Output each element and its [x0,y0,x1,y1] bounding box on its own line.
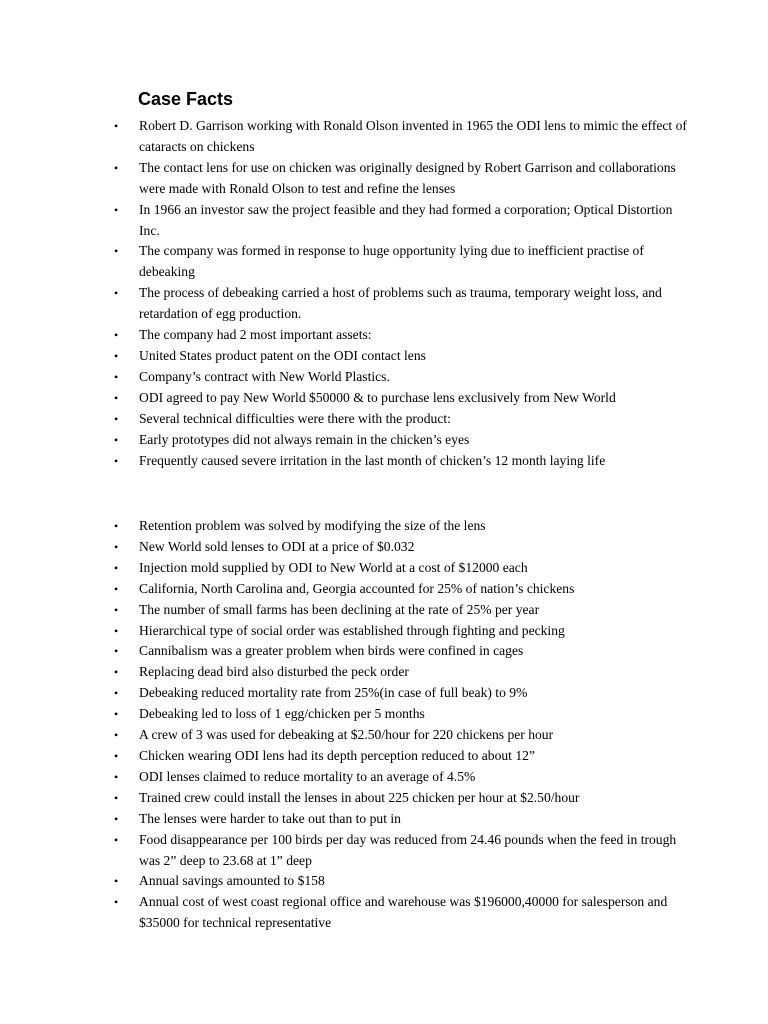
bullet-icon: • [114,328,119,343]
list-item-text: In 1966 an investor saw the project feasible and they had formed a corporation; Optical Distortion Inc. [139,201,673,238]
bullet-icon: • [114,390,119,405]
bullet-icon: • [114,202,119,217]
list-item-text: The company was formed in response to huge opportunity lying due to inefficient practise of debeaking [139,243,644,280]
list-item-text: Frequently caused severe irritation in the last month of chicken’s 12 month laying life [139,452,606,468]
list-item-text: United States product patent on the ODI contact lens [139,347,426,363]
list-item-text: California, North Carolina and, Georgia accounted for 25% of nation’s chickens [139,580,575,596]
list-item [0,767,768,788]
bullet-icon: • [114,539,119,554]
list-item [0,788,768,809]
bullet-icon: • [114,160,119,175]
list-item [0,116,768,158]
bullet-icon: • [114,432,119,447]
list-item-text: Cannibalism was a greater problem when birds were confined in cages [139,643,524,659]
list-item [0,600,768,621]
bullet-icon: • [114,665,119,680]
list-item-text: Early prototypes did not always remain in the chicken’s eyes [139,431,470,447]
bullet-icon: • [114,623,119,638]
list-item [0,830,768,872]
list-item [0,283,768,325]
list-item [0,641,768,662]
bullet-icon: • [114,769,119,784]
list-item [0,662,768,683]
bullet-icon: • [114,832,119,847]
list-item-text: Annual cost of west coast regional office and warehouse was $196000,40000 for salesperson and $35000 for technical representative [139,894,668,931]
bullet-icon: • [114,453,119,468]
bullet-icon: • [114,644,119,659]
list-item-text: Company’s contract with New World Plastics. [139,368,390,384]
list-item [0,325,768,346]
bullet-icon: • [114,581,119,596]
list-item [0,516,768,537]
list-item-text: ODI lenses claimed to reduce mortality to an average of 4.5% [139,768,476,784]
bullet-icon: • [114,244,119,259]
list-item [0,871,768,892]
list-item-text: Hierarchical type of social order was established through fighting and pecking [139,622,565,638]
list-item-text: Several technical difficulties were there with the product: [139,410,451,426]
list-item [0,241,768,283]
list-item [0,621,768,642]
bullet-icon: • [114,369,119,384]
list-item-text: Annual savings amounted to $158 [139,873,325,889]
list-item [0,704,768,725]
bullet-icon: • [114,728,119,743]
bullet-icon: • [114,286,119,301]
list-item-text: New World sold lenses to ODI at a price of $0.032 [139,538,415,554]
list-item-text: Injection mold supplied by ODI to New World at a cost of $12000 each [139,559,528,575]
list-item-text: Food disappearance per 100 birds per day was reduced from 24.46 pounds when the feed in trough was 2” deep to 23.68 at 1” deep [139,831,677,868]
list-item [0,200,768,242]
list-item [0,558,768,579]
list-item-text: Debeaking reduced mortality rate from 25%(in case of full beak) to 9% [139,685,528,701]
list-item-text: Robert D. Garrison working with Ronald Olson invented in 1965 the ODI lens to mimic the effect of cataracts on chickens [139,118,687,154]
list-item-text: Trained crew could install the lenses in about 225 chicken per hour at $2.50/hour [139,789,580,805]
bullet-icon: • [114,790,119,805]
list-item [0,579,768,600]
list-item [0,388,768,409]
bullet-icon: • [114,811,119,826]
list-item [0,725,768,746]
list-item [0,451,768,472]
list-item [0,809,768,830]
list-item [0,367,768,388]
list-item-text: A crew of 3 was used for debeaking at $2.50/hour for 220 chickens per hour [139,727,554,743]
bullet-icon: • [114,519,119,533]
list-item [0,537,768,558]
list-item-text: The number of small farms has been declining at the rate of 25% per year [139,601,540,617]
bullet-icon: • [114,119,119,133]
list-item-text: The lenses were harder to take out than to put in [139,810,401,826]
list-item [0,746,768,767]
case-facts-list-1 [0,116,768,471]
list-item-text: The process of debeaking carried a host of problems such as trauma, temporary weight loss, and retardation of egg production. [139,285,662,322]
bullet-icon: • [114,348,119,363]
bullet-icon: • [114,411,119,426]
case-facts-list-2 [0,516,768,934]
list-item [0,430,768,451]
list-item-text: Chicken wearing ODI lens had its depth perception reduced to about 12” [139,747,535,763]
bullet-icon: • [114,895,119,910]
list-item [0,892,768,934]
page-title: Case Facts [138,89,234,109]
list-item [0,346,768,367]
bullet-icon: • [114,874,119,889]
list-item-text: ODI agreed to pay New World $50000 & to purchase lens exclusively from New World [139,389,616,405]
list-item-text: Retention problem was solved by modifying the size of the lens [139,518,486,533]
list-item-text: Replacing dead bird also disturbed the peck order [139,664,409,680]
bullet-icon: • [114,602,119,617]
list-item-text: The contact lens for use on chicken was originally designed by Robert Garrison and collaborations were made with Ronald Olson to test and refine the lenses [139,159,676,196]
list-item [0,683,768,704]
bullet-icon: • [114,560,119,575]
bullet-icon: • [114,686,119,701]
list-item [0,158,768,200]
bullet-icon: • [114,707,119,722]
list-item [0,409,768,430]
bullet-icon: • [114,748,119,763]
list-item-text: The company had 2 most important assets: [139,327,372,343]
list-item-text: Debeaking led to loss of 1 egg/chicken per 5 months [139,706,425,722]
